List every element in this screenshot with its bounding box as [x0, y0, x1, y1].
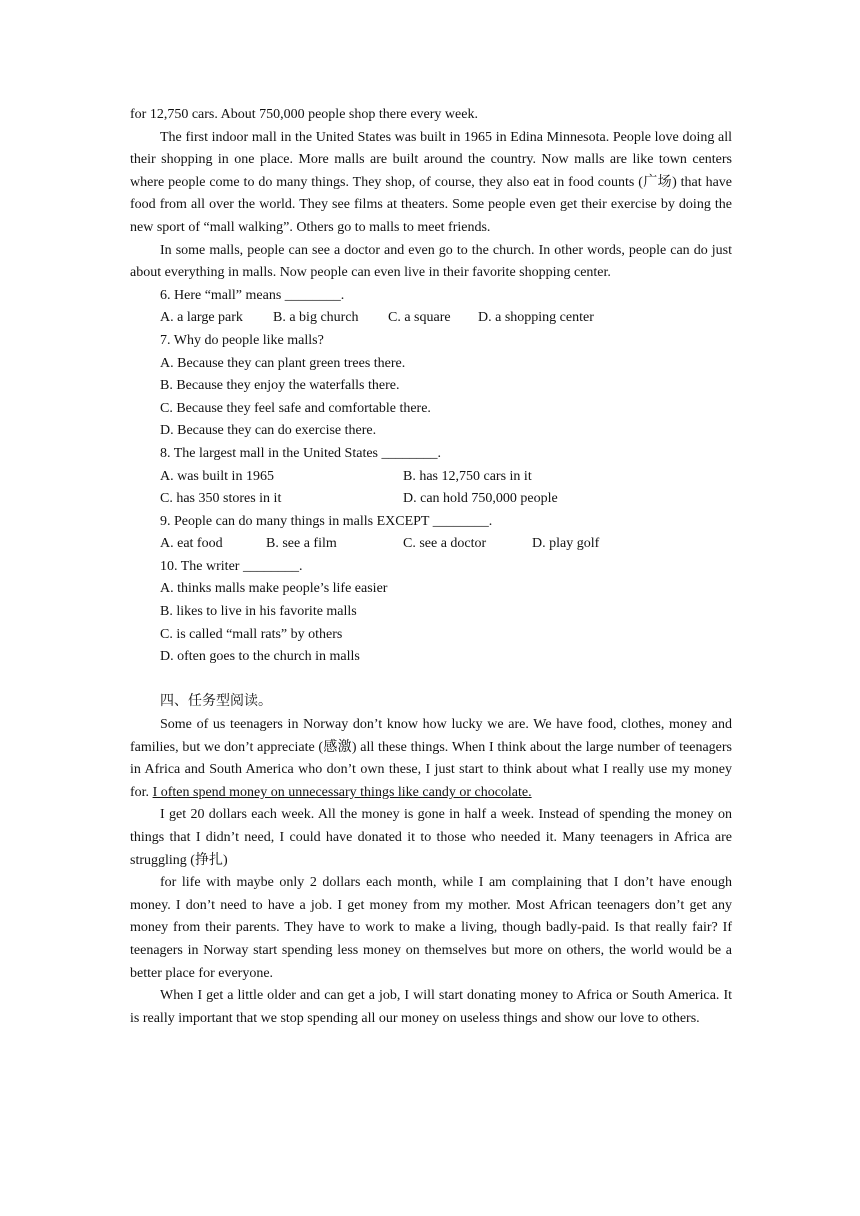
section-4-heading: 四、任务型阅读。	[160, 694, 272, 710]
question-10-stem: 10. The writer ________.	[160, 558, 303, 574]
question-6-option-d: D. a shopping center	[478, 310, 594, 326]
question-6-stem: 6. Here “mall” means ________.	[160, 287, 345, 303]
section-spacer	[130, 669, 732, 692]
question-7-option-a: A. Because they can plant green trees there.	[160, 355, 406, 371]
question-8-option-b: B. has 12,750 cars in it	[403, 468, 532, 484]
passage-line-continuation: for 12,750 cars. About 750,000 people shop there every week.	[130, 107, 478, 122]
question-8-stem: 8. The largest mall in the United States ________.	[160, 445, 441, 461]
question-9-option-b: B. see a film	[266, 536, 337, 552]
section-4-paragraph-2: I get 20 dollars each week. All the money is gone in half a week. Instead of spending the money on things that I didn’t need, I could have donated it to those who needed it. Many teenagers in Africa are struggling (挣扎)	[130, 807, 732, 868]
passage-paragraph-first-mall: The first indoor mall in the United States was built in 1965 in Edina Minnesota. People love doing all their shopping in one place. More malls are built around the country. Now malls are like town centers where people come to do many things. They shop, of course, they also eat in food counts (广场) that have food from all over the world. They see films at theaters. Some people even get their exercise by doing the new sport of “mall walking”. Others go to malls to meet friends.	[130, 129, 732, 235]
question-9-stem: 9. People can do many things in malls EXCEPT ________.	[160, 513, 493, 529]
document-content	[130, 104, 732, 1030]
question-6-option-a: A. a large park	[160, 310, 243, 326]
question-9-option-a: A. eat food	[160, 536, 223, 552]
question-7-option-b: B. Because they enjoy the waterfalls there.	[160, 378, 400, 394]
question-9-option-c: C. see a doctor	[403, 536, 487, 552]
section-4-paragraph-3: for life with maybe only 2 dollars each month, while I am complaining that I don’t have enough money. I don’t need to have a job. I get money from my mother. Most African teenagers don’t get any money from their parents. They have to work to make a living, though badly-paid. Is that really fair? If teenagers in Norway start spending less money on themselves but more on others, the world would be a better place for everyone.	[130, 875, 732, 981]
question-10-option-b: B. likes to live in his favorite malls	[160, 604, 357, 620]
question-7-stem: 7. Why do people like malls?	[160, 332, 324, 348]
question-10-option-d: D. often goes to the church in malls	[160, 649, 360, 665]
section-4-paragraph-1-text: Some of us teenagers in Norway don’t know how lucky we are. We have food, clothes, money and families, but we don’t appreciate (感激) all these things. When I think about the large number of teenagers in Africa and South America who don’t own these, I just start to think about what I really use my money for.	[130, 717, 732, 800]
question-8-option-a: A. was built in 1965	[160, 468, 274, 484]
section-4-paragraph-1	[130, 714, 732, 804]
question-8-options-cd	[130, 488, 732, 511]
question-7-option-c: C. Because they feel safe and comfortable there.	[160, 400, 431, 416]
question-6-option-c: C. a square	[388, 310, 451, 326]
question-6-options	[130, 307, 732, 330]
question-8-option-c: C. has 350 stores in it	[160, 491, 282, 507]
section-4-paragraph-4: When I get a little older and can get a job, I will start donating money to Africa or South America. It is really important that we stop spending all our money on useless things and show our love to others.	[130, 988, 732, 1026]
question-10-option-a: A. thinks malls make people’s life easier	[160, 581, 388, 597]
question-8-options-ab	[130, 466, 732, 489]
question-6-option-b: B. a big church	[273, 310, 359, 326]
question-9-options	[130, 533, 732, 556]
passage-paragraph-everything: In some malls, people can see a doctor and even go to the church. In other words, people can do just about everything in malls. Now people can even live in their favorite shopping center.	[130, 242, 732, 281]
question-10-option-c: C. is called “mall rats” by others	[160, 626, 343, 642]
underlined-sentence: I often spend money on unnecessary things like candy or chocolate.	[152, 784, 532, 800]
question-8-option-d: D. can hold 750,000 people	[403, 491, 558, 507]
question-9-option-d: D. play golf	[532, 536, 600, 552]
question-7-option-d: D. Because they can do exercise there.	[160, 423, 377, 439]
